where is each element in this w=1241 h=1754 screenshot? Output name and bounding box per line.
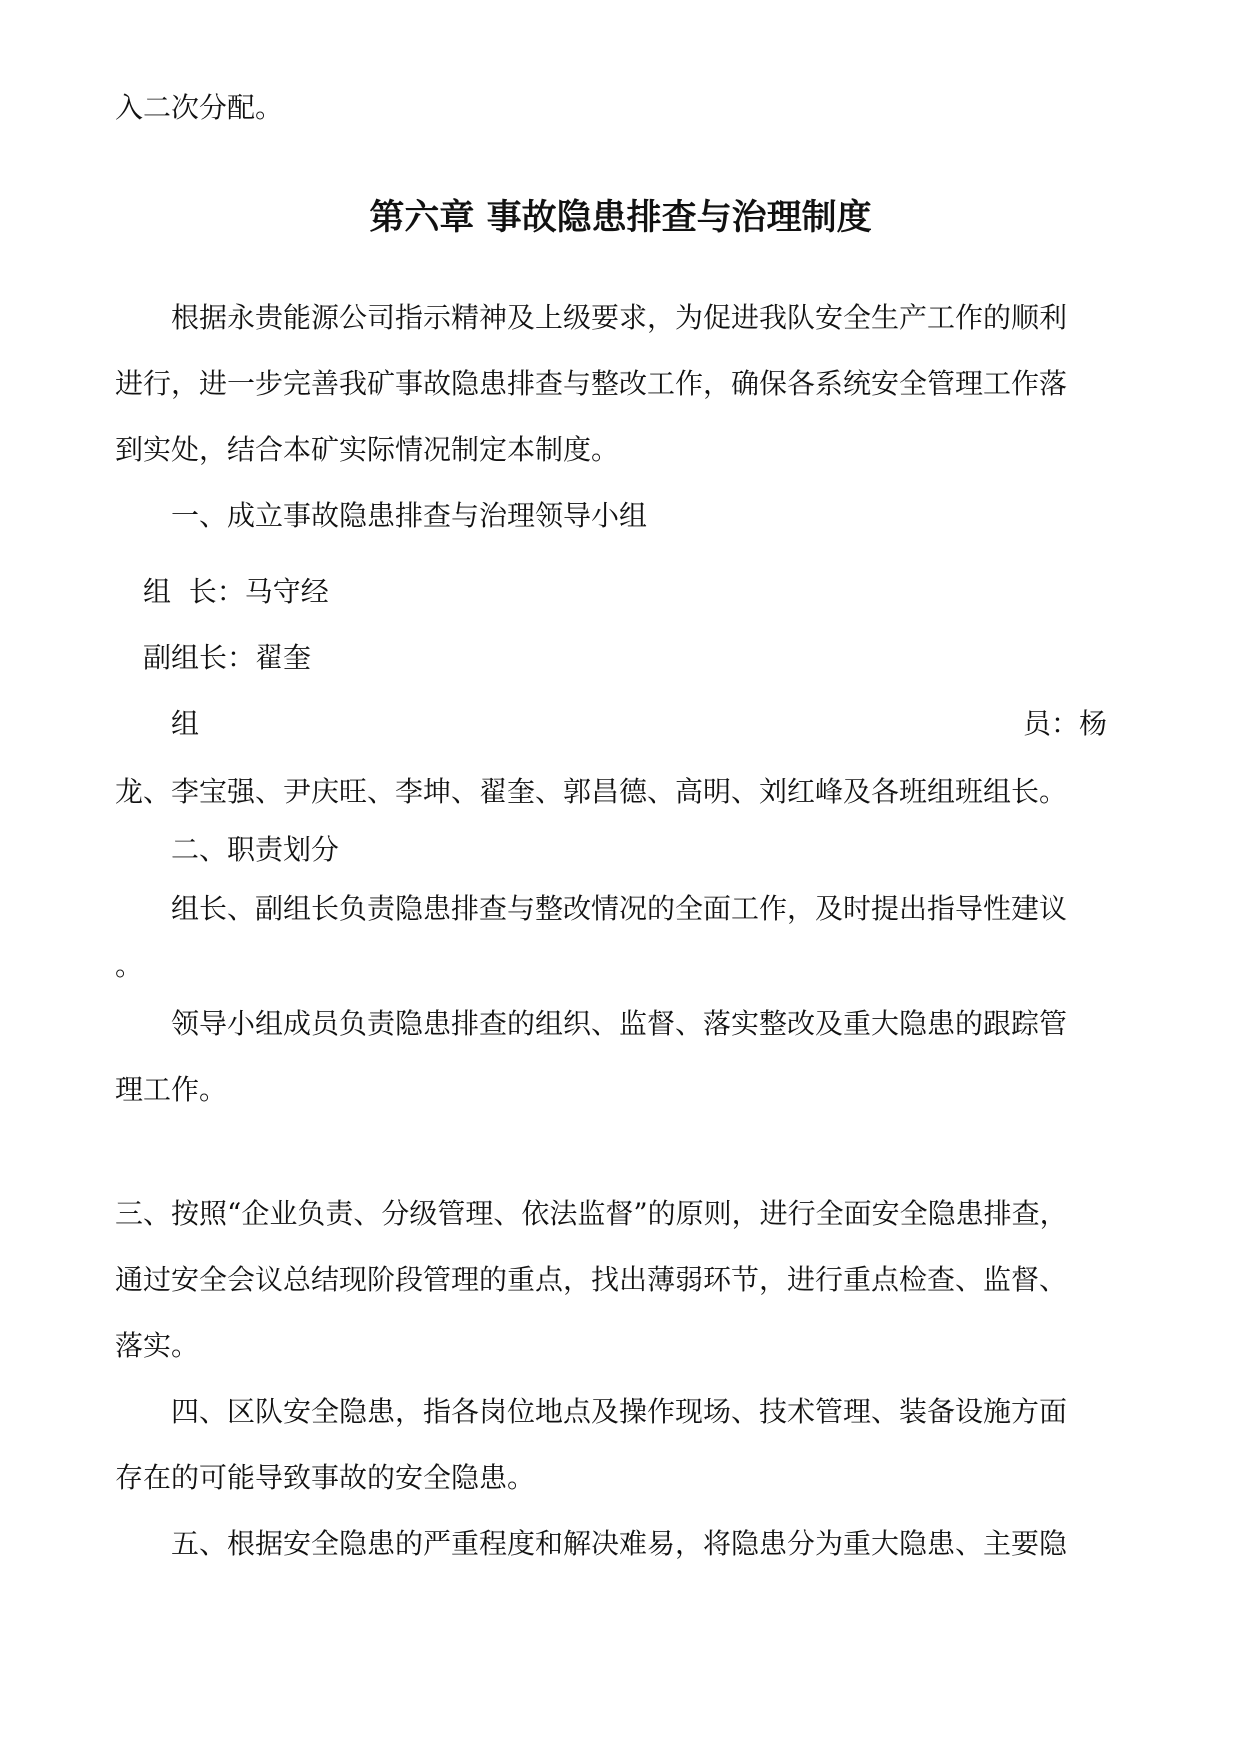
duty-1-line-1: 组长、副组长负责隐患排查与整改情况的全面工作，及时提出指导性建议 [171, 892, 1068, 925]
deputy-leader-line: 副组长：翟奎 [143, 641, 312, 674]
section-1-heading: 一、成立事故隐患排查与治理领导小组 [171, 499, 648, 532]
intro-line-3: 到实处，结合本矿实际情况制定本制度。 [115, 433, 620, 466]
intro-line-2: 进行，进一步完善我矿事故隐患排查与整改工作，确保各系统安全管理工作落 [115, 367, 1068, 400]
duty-2-line-1: 领导小组成员负责隐患排查的组织、监督、落实整改及重大隐患的跟踪管 [171, 1007, 1068, 1040]
members-label-line [171, 706, 1107, 742]
section-3-line-3: 落实。 [115, 1329, 200, 1362]
section-3-line-1: 三、按照“企业负责、分级管理、依法监督”的原则，进行全面安全隐患排查， [115, 1197, 1068, 1230]
section-4-line-1: 四、区队安全隐患，指各岗位地点及操作现场、技术管理、装备设施方面 [171, 1395, 1068, 1428]
intro-line-1: 根据永贵能源公司指示精神及上级要求，为促进我队安全生产工作的顺利 [171, 301, 1068, 334]
members-label-right: 员：杨 [1022, 707, 1107, 740]
chapter-title: 第六章 事故隐患排查与治理制度 [369, 198, 872, 238]
duty-1-line-2: 。 [115, 949, 144, 982]
members-list: 龙、李宝强、尹庆旺、李坤、翟奎、郭昌德、高明、刘红峰及各班组班组长。 [115, 775, 1068, 808]
members-label-left: 组 [171, 707, 200, 740]
leader-line: 组 长：马守经 [143, 575, 329, 608]
carryover-line: 入二次分配。 [115, 91, 284, 124]
section-3-line-2: 通过安全会议总结现阶段管理的重点，找出薄弱环节，进行重点检查、监督、 [115, 1263, 1068, 1296]
duty-2-line-2: 理工作。 [115, 1073, 228, 1106]
section-2-heading: 二、职责划分 [171, 833, 340, 866]
section-4-line-2: 存在的可能导致事故的安全隐患。 [115, 1461, 536, 1494]
section-5-line-1: 五、根据安全隐患的严重程度和解决难易，将隐患分为重大隐患、主要隐 [171, 1527, 1068, 1560]
